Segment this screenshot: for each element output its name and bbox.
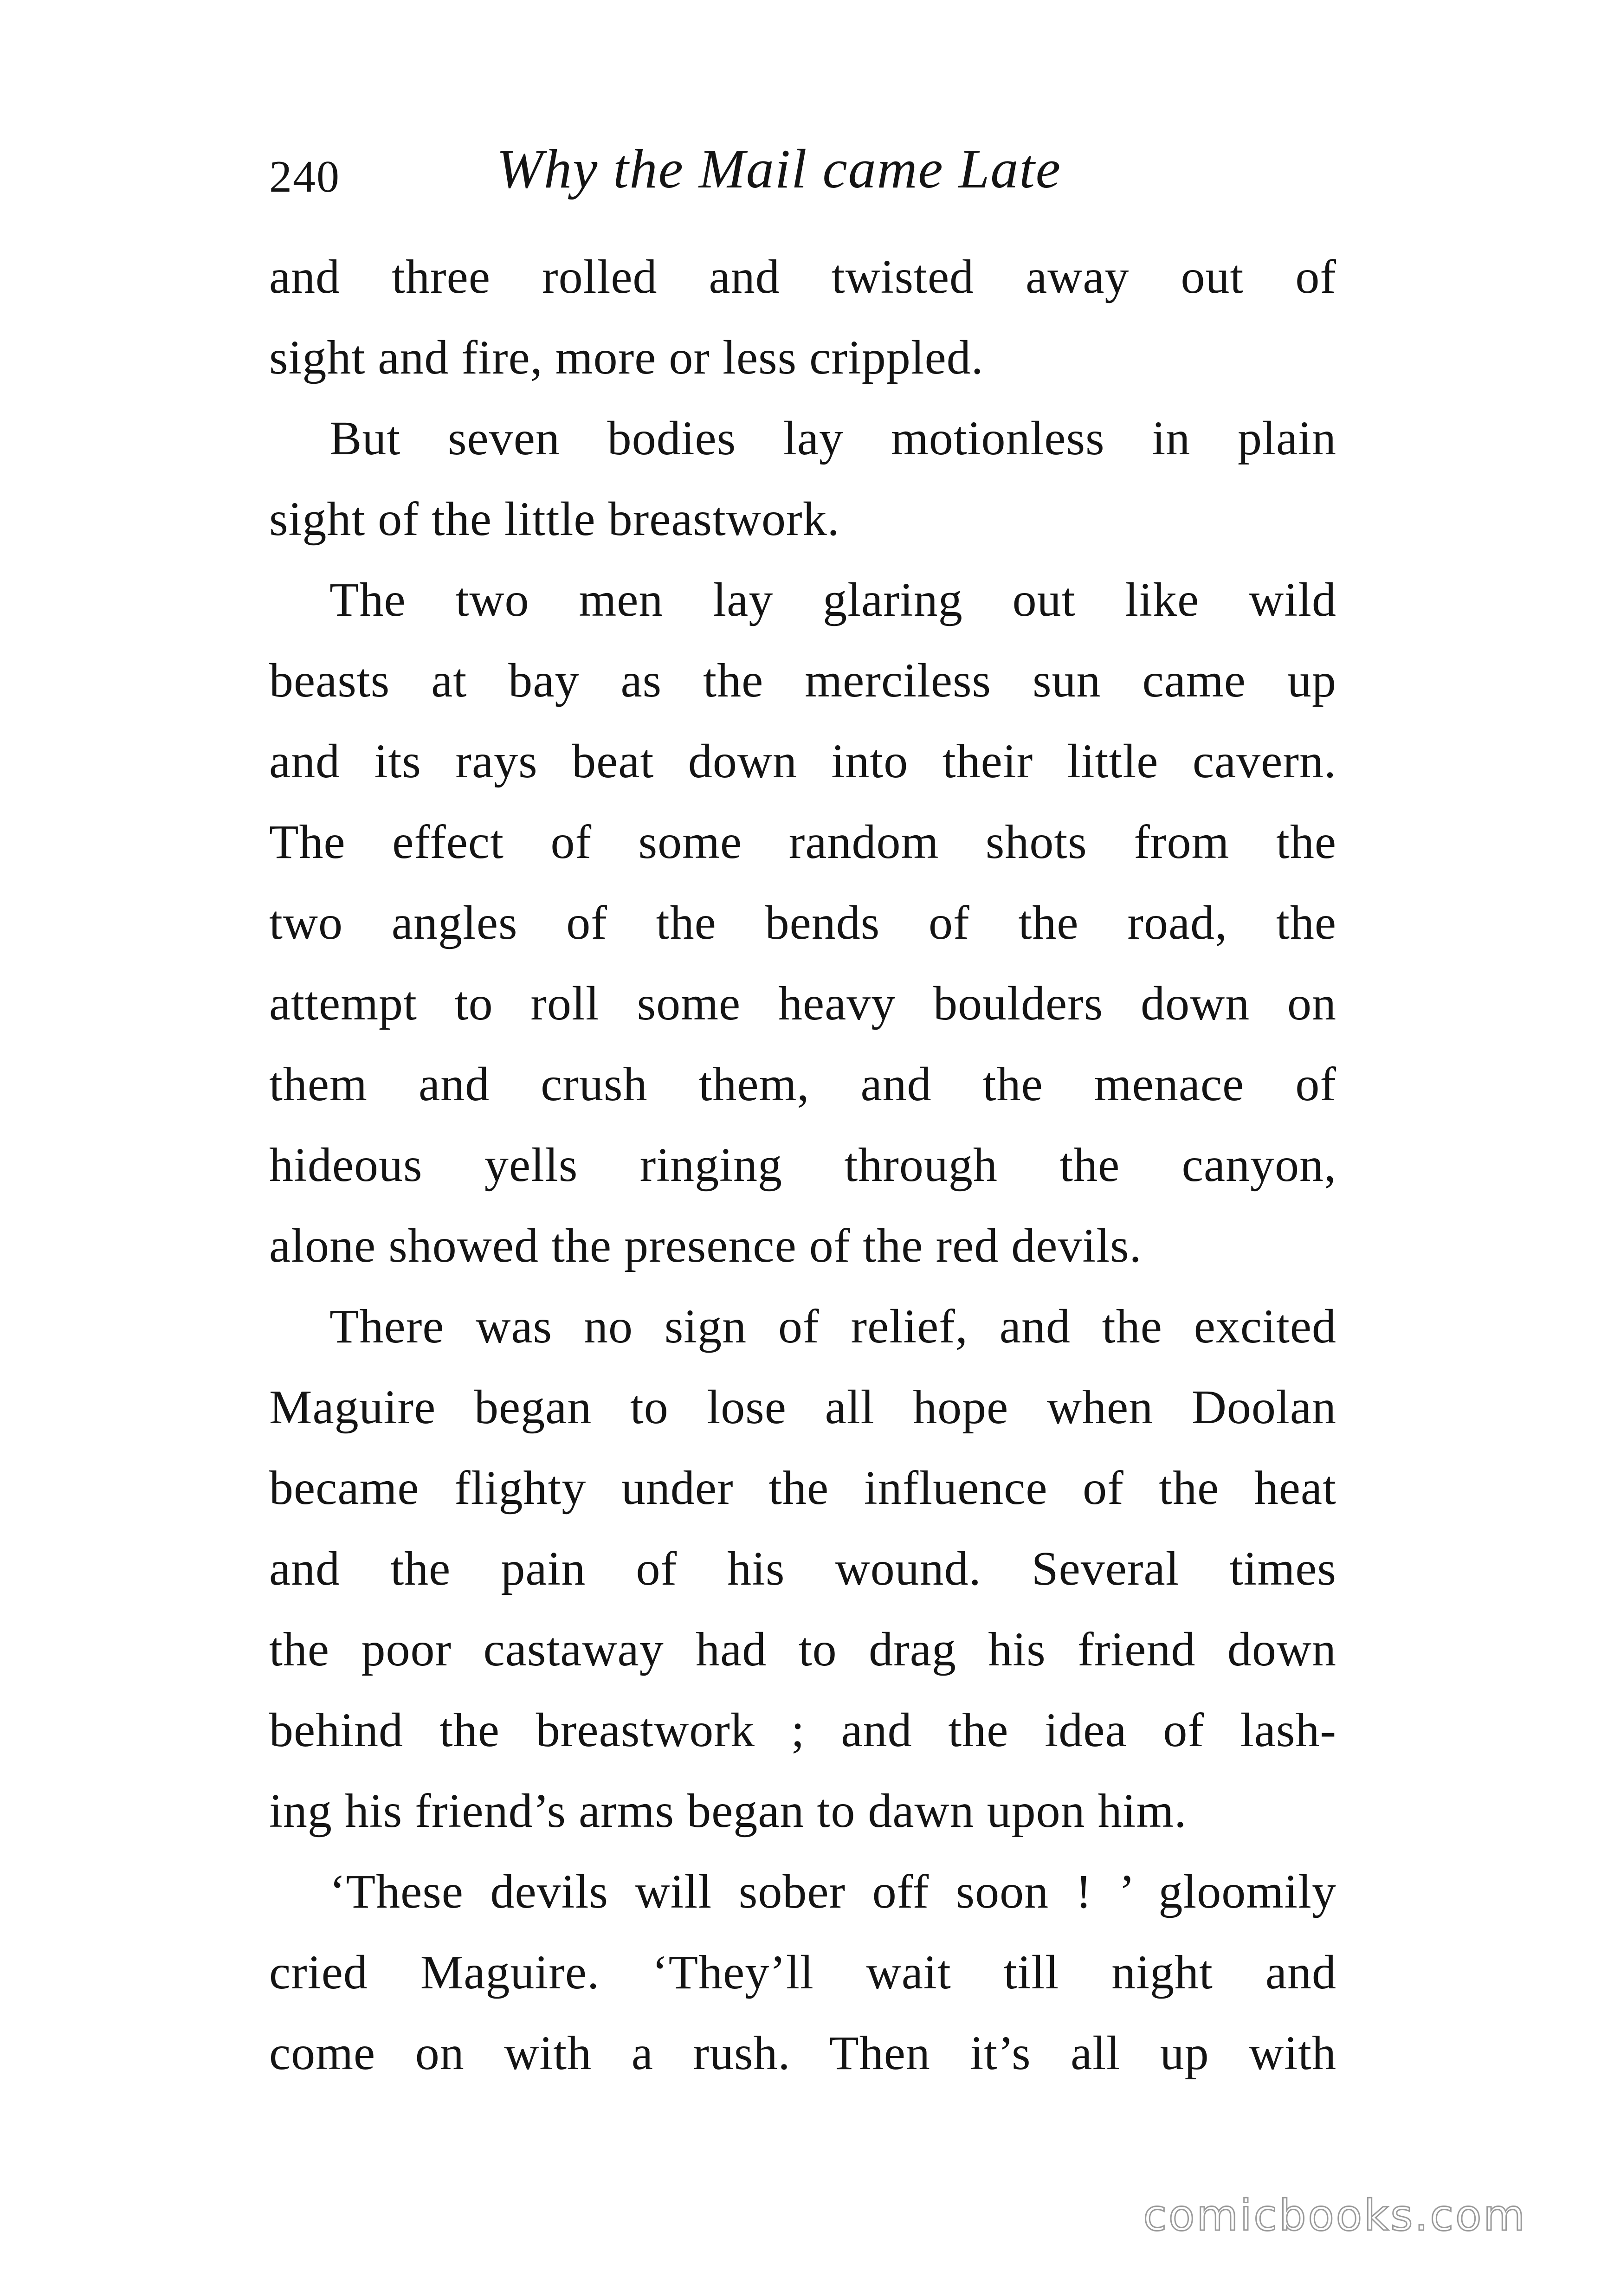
text-line: attempt to roll some heavy boulders down on	[269, 977, 1336, 1030]
text-line: cried Maguire. ‘They’ll wait till night and	[269, 1946, 1336, 1999]
text-line: and three rolled and twisted away out of	[269, 250, 1336, 303]
paragraph-2	[269, 398, 1336, 560]
text-line: alone showed the presence of the red devils.	[269, 1219, 1142, 1272]
text-line: two angles of the bends of the road, the	[269, 896, 1336, 949]
text-line: hideous yells ringing through the canyon,	[269, 1138, 1336, 1192]
text-line: and its rays beat down into their little cavern.	[269, 735, 1336, 788]
text-line: became flighty under the influence of the heat	[269, 1461, 1336, 1515]
text-line: The two men lay glaring out like wild	[329, 573, 1336, 626]
text-line: The effect of some random shots from the	[269, 815, 1336, 869]
text-line: and the pain of his wound. Several times	[269, 1542, 1336, 1595]
text-line: beasts at bay as the merciless sun came up	[269, 654, 1336, 707]
text-line: There was no sign of relief, and the excited	[329, 1300, 1336, 1353]
text-line: ‘These devils will sober off soon ! ’ gloomily	[329, 1865, 1336, 1918]
paragraph-5	[269, 1851, 1336, 2094]
paragraph-3	[269, 560, 1336, 1286]
watermark: comicbooks.com	[1143, 2191, 1527, 2240]
page-number: 240	[269, 152, 340, 202]
running-title: Why the Mail came Late	[497, 138, 1061, 200]
running-head	[269, 137, 1336, 216]
paragraph-1	[269, 237, 1336, 398]
text-line: behind the breastwork ; and the idea of lash-	[269, 1703, 1336, 1757]
text-line: come on with a rush. Then it’s all up with	[269, 2026, 1336, 2080]
text-line: the poor castaway had to drag his friend down	[269, 1623, 1336, 1676]
text-line: ing his friend’s arms began to dawn upon him.	[269, 1784, 1187, 1838]
text-line: them and crush them, and the menace of	[269, 1058, 1336, 1111]
text-line: sight of the little breastwork.	[269, 492, 840, 546]
paragraph-4	[269, 1286, 1336, 1851]
body-text	[269, 237, 1336, 2094]
text-line: sight and fire, more or less crippled.	[269, 331, 984, 384]
text-line: Maguire began to lose all hope when Doolan	[269, 1380, 1336, 1434]
text-line: But seven bodies lay motionless in plain	[329, 412, 1336, 465]
